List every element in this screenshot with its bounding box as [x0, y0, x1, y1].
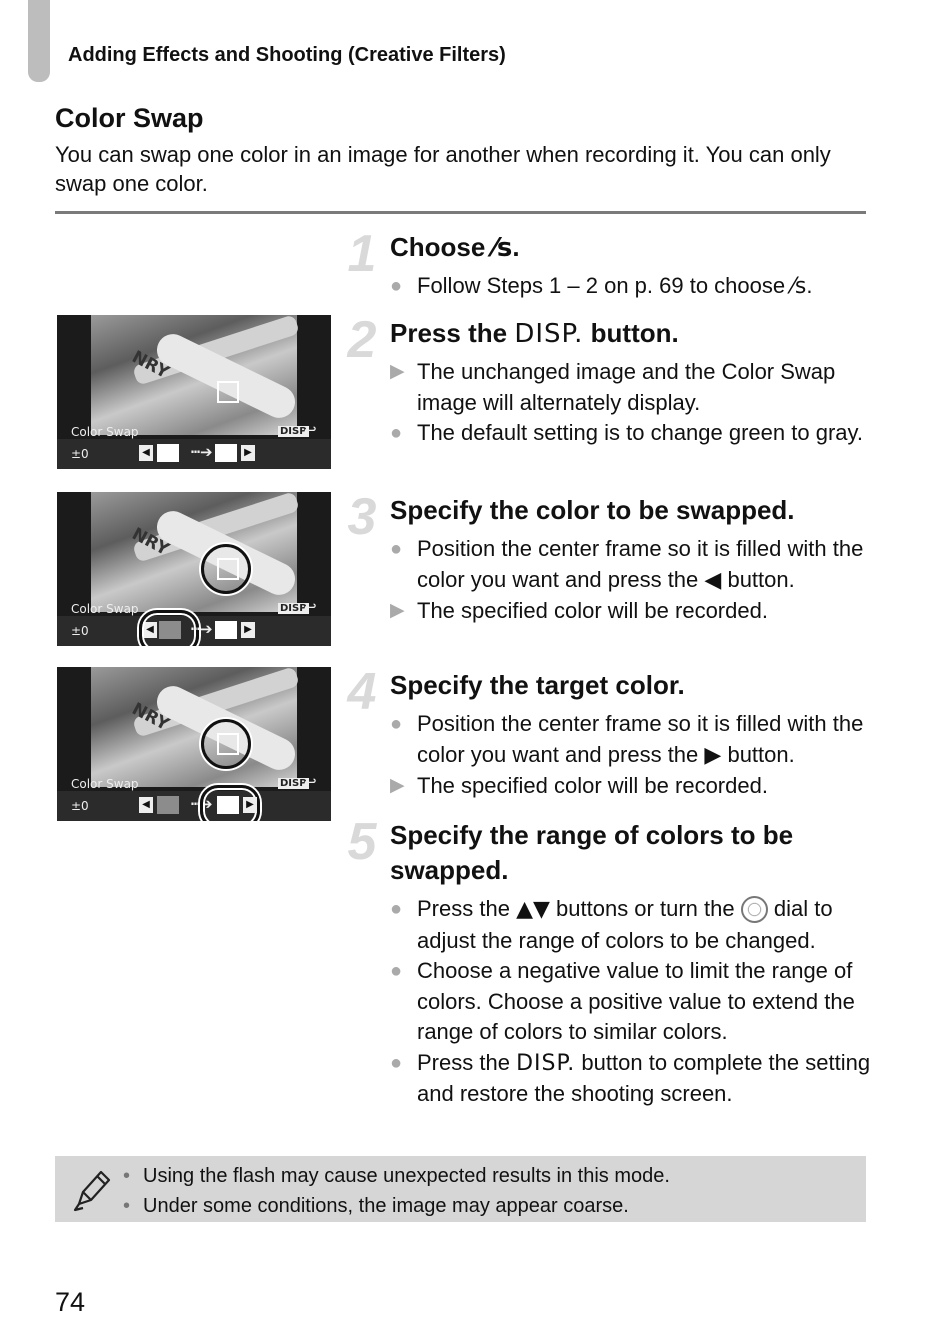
screen-caption: Color Swap [71, 602, 139, 616]
step-bullets [390, 271, 880, 303]
right-arrow-icon: ▶ [243, 797, 257, 813]
screen-caption: Color Swap [71, 777, 139, 791]
step-title-end: button. [590, 318, 679, 348]
target-color-swatch [215, 444, 237, 462]
step-title: Specify the target color. [390, 670, 685, 700]
right-arrow-icon: ▶ [704, 742, 722, 768]
step-2 [340, 311, 880, 486]
bullet-text: The unchanged image and the Color Swap image will alternately display. [417, 359, 836, 415]
step-4 [340, 663, 880, 808]
screen-control-bar [57, 616, 331, 646]
list-item: • Under some conditions, the image may appear coarse. [123, 1191, 670, 1221]
step-5 [340, 813, 880, 1148]
list-item [390, 357, 880, 418]
disp-badge: DISP [280, 426, 307, 437]
step-number: 1 [347, 225, 377, 283]
center-frame [217, 558, 239, 580]
screen-caption: Color Swap [71, 425, 139, 439]
result-arrow-icon: ▶ [390, 775, 405, 796]
bullet-icon: ● [390, 898, 403, 920]
source-color-swatch [157, 444, 179, 462]
bullet-icon: ● [390, 713, 403, 735]
range-value: ±0 [71, 799, 89, 813]
step-bullets [390, 709, 880, 802]
step-title: Specify the range of colors to be swapped. [390, 820, 794, 885]
step-bullets [390, 534, 880, 627]
step-number: 3 [347, 488, 377, 546]
step-3 [340, 488, 880, 633]
list-item [390, 418, 880, 449]
return-icon: ↩ [304, 774, 317, 791]
bullet-end: . [806, 273, 813, 298]
up-down-arrows-icon: ▲▼ [516, 897, 550, 922]
center-frame [217, 381, 239, 403]
section-title: Color Swap [55, 103, 204, 133]
bullet-icon: ● [390, 960, 403, 982]
step-bullets [390, 894, 880, 1110]
step-bullets [390, 357, 880, 449]
note-list [123, 1161, 670, 1221]
section-intro: You can swap one color in an image for another when recording it. You can only swap one color. [55, 142, 831, 196]
right-arrow-icon: ▶ [241, 622, 255, 638]
page-tab-marker [28, 0, 50, 82]
list-item: • Using the flash may cause unexpected results in this mode. [123, 1161, 670, 1191]
note-box [55, 1156, 866, 1222]
bullet-icon: ● [390, 1051, 403, 1074]
swap-arrow-icon: ┅➔ [191, 620, 213, 638]
left-arrow-icon: ◀ [143, 622, 157, 638]
section-divider [55, 211, 866, 214]
bullet-icon: ● [390, 422, 403, 444]
disp-button-label: DISP. [516, 1050, 576, 1076]
return-icon: ↩ [304, 422, 317, 439]
disp-badge: DISP [280, 778, 307, 789]
step-1 [340, 225, 880, 300]
bullet-end: button. [727, 566, 795, 592]
step-title [390, 316, 880, 352]
bullet-text: The specified color will be recorded. [417, 598, 768, 623]
camera-screen-3 [57, 667, 331, 821]
list-item [390, 596, 880, 627]
target-color-swatch [215, 621, 237, 639]
center-frame [217, 733, 239, 755]
range-value: ±0 [71, 624, 89, 638]
bullet-text: Follow Steps 1 – 2 on p. 69 to choose [417, 273, 786, 298]
disp-button-label: DISP. [514, 319, 584, 349]
bullet-end: dial to adjust the range of colors to be changed. [417, 896, 833, 953]
step-title-end: . [512, 232, 520, 262]
bullet-text: Press the [417, 1049, 510, 1075]
bullet-text: Position the center frame so it is filled with the color you want and press the [417, 536, 864, 592]
screen-photo [91, 667, 297, 787]
step-title-text: Press the [390, 318, 508, 348]
selection-highlight [139, 610, 199, 646]
left-arrow-icon: ◀ [139, 445, 153, 461]
step-number: 5 [347, 813, 377, 871]
list-item [390, 534, 880, 596]
screen-photo [91, 315, 297, 435]
bullet-icon: ● [390, 275, 403, 297]
plane-lettering: NRY [128, 524, 173, 560]
bullet-text: Position the center frame so it is filled with the color you want and press the [417, 711, 864, 767]
camera-screen-2 [57, 492, 331, 646]
list-item [390, 894, 880, 956]
step-number: 2 [347, 311, 377, 369]
step-title: Specify the color to be swapped. [390, 495, 795, 525]
bullet-text: The specified color will be recorded. [417, 773, 768, 798]
source-color-swatch [157, 796, 179, 814]
screen-control-bar [57, 439, 331, 469]
plane-lettering: NRY [128, 699, 173, 735]
bullet-text: The default setting is to change green to gray. [417, 420, 863, 445]
return-icon: ↩ [304, 599, 317, 616]
plane-lettering: NRY [128, 347, 173, 383]
bullet-icon: ● [390, 538, 403, 560]
bullet-middle: buttons or turn the [556, 896, 735, 921]
step-title-text: Choose [390, 232, 486, 262]
bullet-end: button to complete the setting and restore the shooting screen. [417, 1049, 871, 1106]
bullet-text: Press the [417, 896, 510, 921]
camera-screen-1 [57, 315, 331, 469]
left-arrow-icon: ◀ [704, 567, 722, 593]
pencil-icon [71, 1166, 113, 1212]
disp-badge: DISP [280, 603, 307, 614]
screen-photo [91, 492, 297, 612]
swap-arrow-icon: ┅➔ [191, 443, 213, 461]
color-swap-mode-icon: ⁄s [791, 274, 807, 299]
list-item [390, 709, 880, 771]
running-head: Adding Effects and Shooting (Creative Filters) [68, 44, 506, 66]
step-number: 4 [347, 663, 377, 721]
control-dial-icon [741, 896, 768, 923]
bullet-text: Choose a negative value to limit the range of colors. Choose a positive value to extend the range of colors to similar colors. [417, 958, 855, 1044]
left-arrow-icon: ◀ [139, 797, 153, 813]
screen-control-bar [57, 791, 331, 821]
color-swap-mode-icon: ⁄s [492, 233, 513, 263]
result-arrow-icon: ▶ [390, 361, 405, 382]
step-title [390, 230, 880, 266]
list-item [390, 956, 880, 1048]
list-item [390, 771, 880, 802]
result-arrow-icon: ▶ [390, 600, 405, 621]
list-item [390, 1048, 880, 1110]
bullet-end: button. [727, 741, 795, 767]
range-value: ±0 [71, 447, 89, 461]
page-number: 74 [55, 1287, 86, 1317]
swap-arrow-icon: ┅➔ [191, 795, 213, 813]
list-item [390, 271, 880, 303]
right-arrow-icon: ▶ [241, 445, 255, 461]
